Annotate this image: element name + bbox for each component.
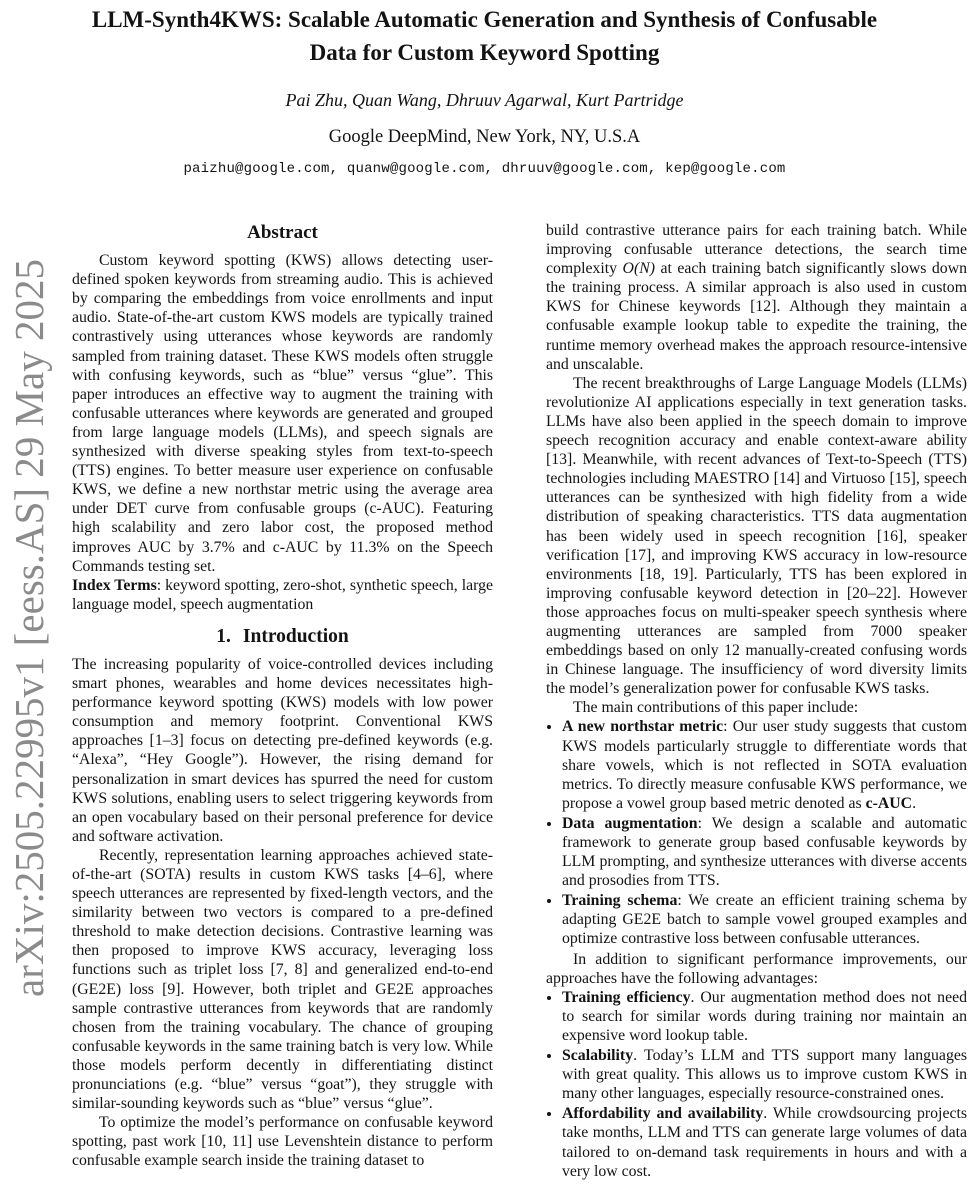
- arxiv-watermark: arXiv:2505.22995v1 [eess.AS] 29 May 2025: [6, 259, 52, 997]
- contribution-bold-term: c-AUC: [865, 794, 913, 812]
- contribution-item-training-schema: [562, 891, 967, 948]
- contribution-text-end: .: [912, 794, 917, 812]
- contribution-item-northstar-metric: [562, 717, 967, 812]
- contributions-intro: The main contributions of this paper include:: [573, 699, 859, 717]
- advantage-label: Training efficiency: [562, 988, 691, 1006]
- advantage-label: Affordability and availability: [562, 1105, 764, 1123]
- intro-paragraph-2: Recently, representation learning approaches achieved state-of-the-art (SOTA) results in custom KWS tasks [4–6], where speech utterances are represented by fixed-length vectors, and the similarity between two vectors is compared to a pre-defined threshold to make detection decisions. Contrastive learning was then proposed to improve KWS accuracy, leveraging loss functions such as triplet loss [7, 8] and generalized end-to-end (GE2E) loss [9]. However, both triplet and GE2E approaches sample contrastive utterances from keywords that are randomly chosen from the training vocabulary. The chance of grouping confusable keywords in the same training batch is very low. While those models perform decently in differentiating distinct pronunciations (e.g. “blue” versus “goat”), they struggle with similar-sounding keywords such as “blue” versus “glue”.: [72, 846, 493, 1113]
- title-line-2: Data for Custom Keyword Spotting: [309, 40, 660, 65]
- intro-paragraph-3-left: To optimize the model’s performance on confusable keyword spotting, past work [10, 11] use Levenshtein distance to perform confusable example search inside the training dataset to: [72, 1114, 493, 1170]
- advantage-text: . Today’s LLM and TTS support many languages with great quality. This allows us to improve custom KWS in many other languages, especially resource-constrained ones.: [562, 1047, 967, 1103]
- index-terms-list: : keyword spotting, zero-shot, synthetic speech, large language model, speech augmentation: [72, 576, 493, 613]
- title-line-1: LLM-Synth4KWS: Scalable Automatic Generation and Synthesis of Confusable: [91, 7, 878, 32]
- advantage-label: Scalability: [562, 1047, 634, 1065]
- contribution-text: : We create an efficient training schema by adapting GE2E batch to sample vowel grouped examples and optimize contrastive loss between confusable utterances.: [562, 892, 967, 948]
- advantage-item-scalability: [562, 1046, 967, 1103]
- abstract-heading: Abstract: [247, 222, 318, 243]
- intro-paragraph-1: The increasing popularity of voice-controlled devices including smart phones, wearables and home devices necessitates high-performance keyword spotting (KWS) models with low power consumption and memory footprint. Conventional KWS approaches [1–3] focus on detecting pre-defined keywords (e.g. “Alexa”, “Hey Google”). However, the rising demand for personalization in smart devices has spurred the need for custom KWS solutions, enabling users to select triggering keywords from an open vocabulary based on their personal preference for device and software activation.: [72, 655, 493, 845]
- contribution-item-data-augmentation: [562, 814, 967, 890]
- advantages-list: [546, 988, 967, 1181]
- section-title: Introduction: [242, 625, 349, 647]
- two-column-body: [72, 221, 967, 1200]
- contribution-label: Training schema: [562, 892, 678, 910]
- intro-paragraph-3-continued: [546, 221, 967, 374]
- contribution-text: : Our user study suggests that custom KWS models particularly struggle to differentiate words that share vowels, which is not reflected in SOTA evaluation metrics. To directly measure confusable KWS performance, we propose a vowel group based metric denoted as: [562, 718, 967, 812]
- advantage-item-affordability: [562, 1104, 967, 1180]
- index-terms: [72, 576, 493, 614]
- contributions-list: [546, 717, 967, 948]
- paper-title: [0, 3, 969, 69]
- advantage-text: . While crowdsourcing projects take months, LLM and TTS can generate large volumes of data tailored to on-demand task requirements in hours and with a very low cost.: [562, 1105, 967, 1180]
- paper-header: [0, 0, 969, 177]
- contribution-label: A new northstar metric: [562, 718, 724, 736]
- index-terms-label: Index Terms: [72, 576, 157, 594]
- contribution-text: : We design a scalable and automatic framework to generate group based confusable keywords by LLM prompting, and synthesize utterances with diverse accents and prosodies from TTS.: [562, 814, 967, 890]
- llm-breakthroughs-paragraph: The recent breakthroughs of Large Language Models (LLMs) revolutionize AI applications especially in text generation tasks. LLMs have also been applied in the speech domain to improve speech recognition accuracy and enable context-aware ability [13]. Meanwhile, with recent advances of Text-to-Speech (TTS) technologies including MAESTRO [14] and Virtuoso [15], speech utterances can be synthesized with high fidelity from a wide distribution of speaking characteristics. TTS data augmentation has been widely used in speech recognition [16], speaker verification [17], and improving KWS accuracy in low-resource environments [18, 19]. Particularly, TTS has been explored in improving confusable keyword detection in [20–22]. However those approaches focus on multi-speaker speech synthesis where augmenting utterances are sampled from 7000 speaker embeddings based on only 12 manually-created confusing words in Chinese language. The insufficiency of word diversity limits the model’s generalization power for confusable KWS tasks.: [546, 374, 967, 698]
- emails-line: paizhu@google.com, quanw@google.com, dhruuv@google.com, kep@google.com: [183, 161, 786, 177]
- left-column: [72, 221, 493, 1200]
- affiliation-line: Google DeepMind, New York, NY, U.S.A: [328, 127, 641, 147]
- advantage-item-training-efficiency: [562, 988, 967, 1045]
- section-heading-introduction: [72, 627, 493, 646]
- advantage-text: . Our augmentation method does not need to search for similar words during training nor maintain an expensive word lookup table.: [562, 988, 967, 1044]
- paragraph-text: build contrastive utterance pairs for each training batch. While improving confusable utterance detections, the search time complexity: [546, 222, 967, 278]
- right-column: [546, 221, 967, 1200]
- big-o-notation: O(N): [622, 260, 656, 278]
- authors-line: Pai Zhu, Quan Wang, Dhruuv Agarwal, Kurt Partridge: [285, 90, 684, 110]
- paragraph-text: at each training batch significantly slows down the training process. A similar approach is also used in custom KWS for Chinese keywords [12]. Although they maintain a confusable example lookup table to expedite the training, the runtime memory overhead makes the approach resource-intensive and unscalable.: [546, 260, 967, 373]
- abstract-text: Custom keyword spotting (KWS) allows detecting user-defined spoken keywords from streaming audio. This is achieved by comparing the embeddings from voice enrollments and input audio. State-of-the-art custom KWS models are typically trained contrastively using utterances whose keywords are randomly sampled from training dataset. These KWS models often struggle with confusing keywords, such as “blue” versus “glue”. This paper introduces an effective way to augment the training with confusable utterances where keywords are generated and grouped from large language models (LLMs), and speech signals are synthesized with diverse speaking styles from text-to-speech (TTS) engines. To better measure user experience on confusable KWS, we define a new northstar metric using the average area under DET curve from confusable groups (c-AUC). Featuring high scalability and zero labor cost, the proposed method improves AUC by 3.7% and c-AUC by 11.3% on the Speech Commands testing set.: [72, 252, 493, 575]
- section-number: 1.: [216, 625, 231, 647]
- advantages-intro: In addition to significant performance improvements, our approaches have the following advantages:: [546, 950, 967, 987]
- contribution-label: Data augmentation: [562, 814, 698, 832]
